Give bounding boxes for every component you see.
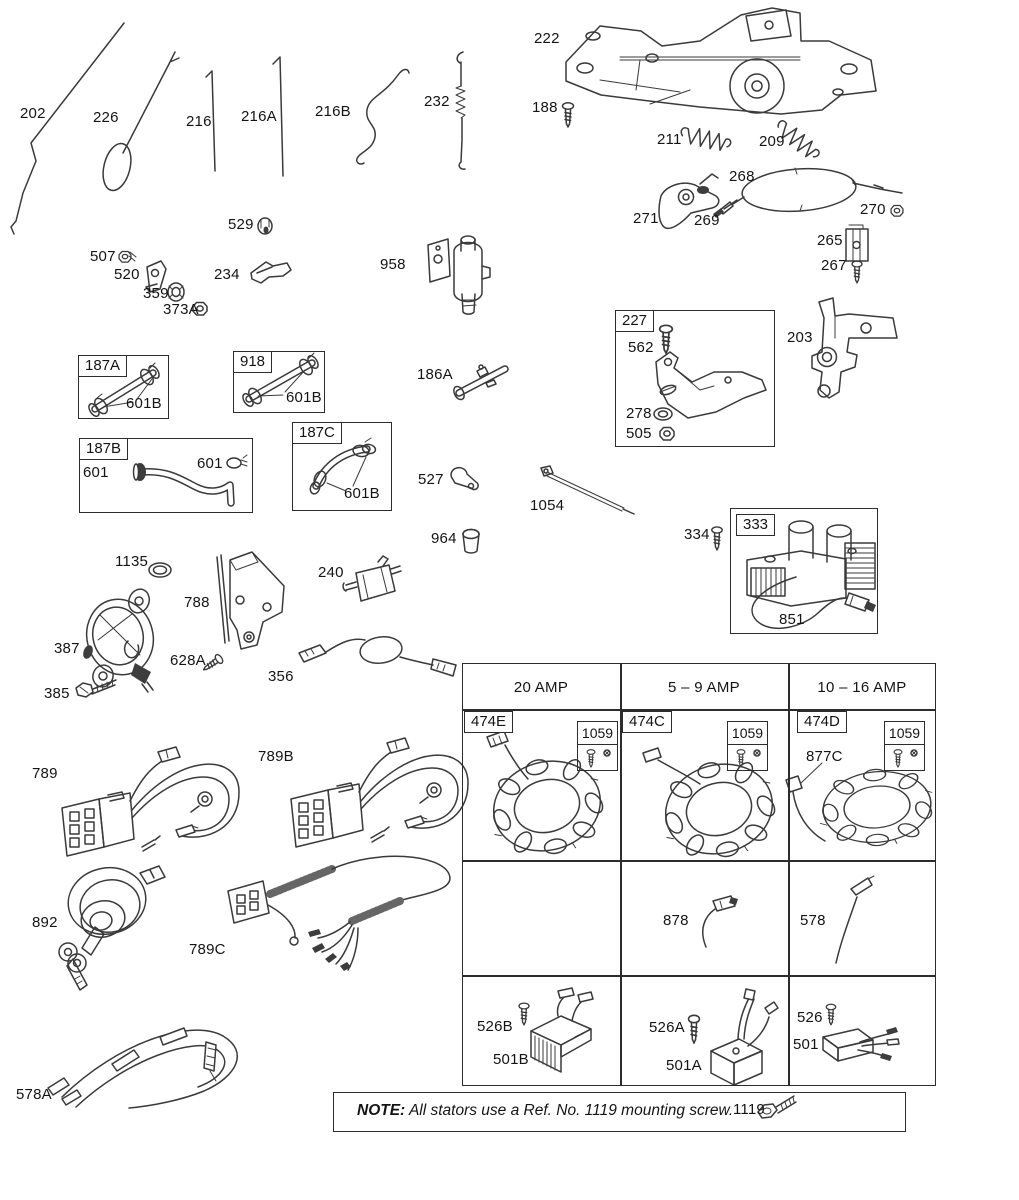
ref-label-356: 356 (268, 668, 294, 685)
ref-label-387: 387 (54, 640, 80, 657)
ref-tag-918: 918 (233, 351, 272, 373)
part-234-clip-art (251, 262, 291, 283)
part-222-bracket-art (566, 8, 876, 114)
part-270-nut-art (891, 205, 903, 216)
ref-label-1119: 1119 (733, 1101, 765, 1118)
ref-label-601B: 601B (126, 395, 162, 412)
ref-label-1059: 1059 (885, 722, 924, 745)
part-958-fuel-valve-art (428, 236, 490, 314)
ref-label-271: 271 (633, 210, 659, 227)
ref-label-789C: 789C (189, 941, 226, 958)
ref-tag-474C: 474C (622, 711, 672, 733)
ref-label-1059: 1059 (728, 722, 767, 745)
part-964-cap-art (463, 530, 479, 553)
ref-label-265: 265 (817, 232, 843, 249)
ref-label-526: 526 (797, 1009, 823, 1026)
part-789B-harness-art (291, 738, 468, 847)
ref-label-222: 222 (534, 30, 560, 47)
ref-label-601: 601 (197, 455, 223, 472)
ref-label-216: 216 (186, 113, 212, 130)
ref-label-202: 202 (20, 105, 46, 122)
table-header-20amp: 20 AMP (513, 679, 569, 696)
part-265-clamp-art (846, 225, 868, 261)
ref-label-1054: 1054 (530, 497, 565, 514)
part-356-wire-art (299, 634, 456, 676)
note-label: NOTE: (357, 1102, 406, 1119)
hardware-box-1059-col2 (727, 721, 768, 771)
ref-label-788: 788 (184, 594, 210, 611)
part-527-clamp-art (451, 468, 478, 490)
part-203-bracket-art (812, 298, 897, 398)
ref-label-501A: 501A (666, 1057, 702, 1074)
ref-label-520: 520 (114, 266, 140, 283)
ref-label-526A: 526A (649, 1019, 685, 1036)
ref-label-578: 578 (800, 912, 826, 929)
part-789-harness-art (62, 747, 239, 856)
ref-label-878: 878 (663, 912, 689, 929)
ref-label-232: 232 (424, 93, 450, 110)
table-hline-header (462, 709, 936, 711)
hardware-box-1059-col3 (884, 721, 925, 771)
ref-label-203: 203 (787, 329, 813, 346)
ref-label-211: 211 (657, 131, 682, 148)
ref-label-268: 268 (729, 168, 755, 185)
ref-label-628A: 628A (170, 652, 206, 669)
table-header-10-16amp: 10 – 16 AMP (817, 679, 907, 696)
ref-label-373A: 373A (163, 301, 199, 318)
ref-label-601B: 601B (286, 389, 322, 406)
ref-label-1059: 1059 (578, 722, 617, 745)
ref-label-270: 270 (860, 201, 886, 218)
ref-label-278: 278 (626, 405, 652, 422)
ref-label-601: 601 (83, 464, 109, 481)
ref-label-529: 529 (228, 216, 254, 233)
ref-label-562: 562 (628, 339, 654, 356)
ref-label-601B: 601B (344, 485, 380, 502)
ref-label-234: 234 (214, 266, 240, 283)
table-hline-row2 (462, 975, 936, 977)
ref-label-507: 507 (90, 248, 116, 265)
ref-label-226: 226 (93, 109, 119, 126)
ref-label-501: 501 (793, 1036, 819, 1053)
ref-label-385: 385 (44, 685, 70, 702)
part-1135-oring-art (149, 563, 171, 577)
part-788-bracket-art (217, 552, 284, 649)
table-hline-row1 (462, 860, 936, 862)
part-529-clip-art (258, 218, 272, 234)
ref-label-334: 334 (684, 526, 710, 543)
ref-label-240: 240 (318, 564, 344, 581)
ref-label-526B: 526B (477, 1018, 513, 1035)
ref-label-578A: 578A (16, 1086, 52, 1103)
part-267-screw-art (852, 261, 862, 283)
ref-label-877C: 877C (806, 748, 843, 765)
part-359-grommet-art (168, 283, 184, 301)
part-892-key-switch-art (59, 861, 165, 990)
part-186A-pipe-art (452, 365, 505, 401)
ref-label-188: 188 (532, 99, 558, 116)
ref-label-1135: 1135 (115, 553, 149, 570)
ref-label-501B: 501B (493, 1051, 529, 1068)
alternator-table (462, 663, 936, 1086)
ref-label-505: 505 (626, 425, 652, 442)
part-385-screw-art (76, 680, 116, 697)
ref-tag-187C: 187C (292, 422, 342, 444)
ref-tag-333: 333 (736, 514, 775, 536)
ref-label-892: 892 (32, 914, 58, 931)
ref-label-267: 267 (821, 257, 847, 274)
ref-label-269: 269 (694, 212, 720, 229)
ref-label-186A: 186A (417, 366, 453, 383)
part-387-fuel-pump-art (79, 586, 161, 692)
ref-tag-474E: 474E (464, 711, 513, 733)
table-vline-2 (788, 663, 790, 1086)
part-507-nut-art (119, 251, 136, 262)
hardware-box-1059-col1 (577, 721, 618, 771)
ref-tag-187A: 187A (78, 355, 127, 377)
part-789C-harness-art (228, 856, 450, 971)
ref-label-964: 964 (431, 530, 457, 547)
part-578A-harness-art (48, 1028, 237, 1108)
note-body: All stators use a Ref. No. 1119 mounting screw. (405, 1102, 734, 1119)
part-216B-rod-art (357, 69, 409, 164)
part-334-screw-art (712, 527, 722, 550)
ref-tag-187B: 187B (79, 438, 128, 460)
ref-label-359: 359 (143, 285, 169, 302)
ref-label-958: 958 (380, 256, 406, 273)
ref-label-209: 209 (759, 133, 785, 150)
part-188-screw-art (563, 103, 574, 127)
ref-label-216A: 216A (241, 108, 277, 125)
ref-label-527: 527 (418, 471, 444, 488)
ref-label-851: 851 (779, 611, 805, 628)
part-232-spring-art (456, 52, 465, 169)
ref-label-789: 789 (32, 765, 58, 782)
part-240-fuel-filter-art (343, 556, 401, 601)
ref-tag-227: 227 (615, 310, 654, 332)
part-202-rod-art (11, 23, 124, 234)
ref-label-789B: 789B (258, 748, 294, 765)
part-211-spring-art (679, 125, 732, 154)
ref-label-216B: 216B (315, 103, 351, 120)
table-header-5-9amp: 5 – 9 AMP (668, 679, 740, 696)
ref-tag-474D: 474D (797, 711, 847, 733)
note-text (357, 1102, 733, 1120)
